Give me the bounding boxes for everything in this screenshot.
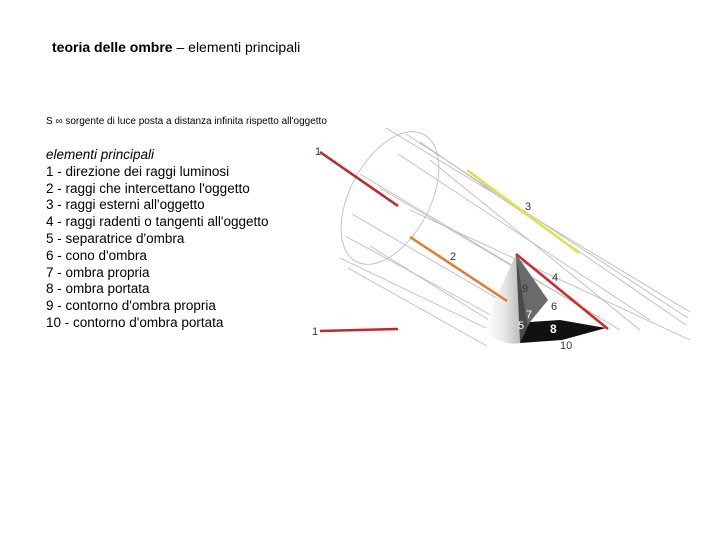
legend-item: 5 - separatrice d'ombra xyxy=(46,230,185,246)
label-1-parallel: 1 xyxy=(312,326,319,338)
legend-item: 10 - contorno d'ombra portata xyxy=(46,314,224,330)
ray-external xyxy=(467,170,579,253)
legend-item: 2 - raggi che intercettano l'oggetto xyxy=(46,180,250,196)
label-4: 4 xyxy=(552,272,559,284)
label-2: 2 xyxy=(450,251,457,263)
cylinder-generatrix xyxy=(340,258,490,330)
light-source-note: S ∞ sorgente di luce posta a distanza infinita rispetto all'oggetto xyxy=(46,116,327,127)
ray-intercept xyxy=(410,237,507,301)
legend-heading: elementi principali xyxy=(46,147,155,162)
legend-item: 6 - cono d'ombra xyxy=(46,247,147,263)
label-3: 3 xyxy=(525,201,532,213)
legend-item: 9 - contorno d'ombra propria xyxy=(46,298,216,314)
label-6: 6 xyxy=(551,301,558,313)
legend-item: 8 - ombra portata xyxy=(46,281,150,297)
label-10: 10 xyxy=(560,340,573,352)
legend-item: 3 - raggi esterni all'oggetto xyxy=(46,197,205,213)
cylinder-generatrix xyxy=(345,236,500,320)
legend-item: 1 - direzione dei raggi luminosi xyxy=(46,163,230,179)
label-9: 9 xyxy=(522,283,529,295)
ray-direction-parallel xyxy=(320,329,398,331)
ray-direction xyxy=(320,152,398,206)
label-7: 7 xyxy=(526,309,533,321)
cylinder-generatrix xyxy=(348,268,487,346)
title-bold: teoria delle ombre xyxy=(52,39,173,55)
label-8: 8 xyxy=(550,322,557,336)
cylinder-generatrix xyxy=(410,210,690,340)
cylinder-generatrix xyxy=(370,246,505,330)
cylinder-generatrix xyxy=(352,214,500,300)
label-1: 1 xyxy=(315,146,322,158)
title-rest: – elementi principali xyxy=(172,39,301,55)
label-5: 5 xyxy=(518,320,525,332)
legend-item: 7 - ombra propria xyxy=(46,264,150,280)
legend-item: 4 - raggi radenti o tangenti all'oggetto xyxy=(46,214,269,230)
cylinder-generatrix xyxy=(380,188,600,318)
